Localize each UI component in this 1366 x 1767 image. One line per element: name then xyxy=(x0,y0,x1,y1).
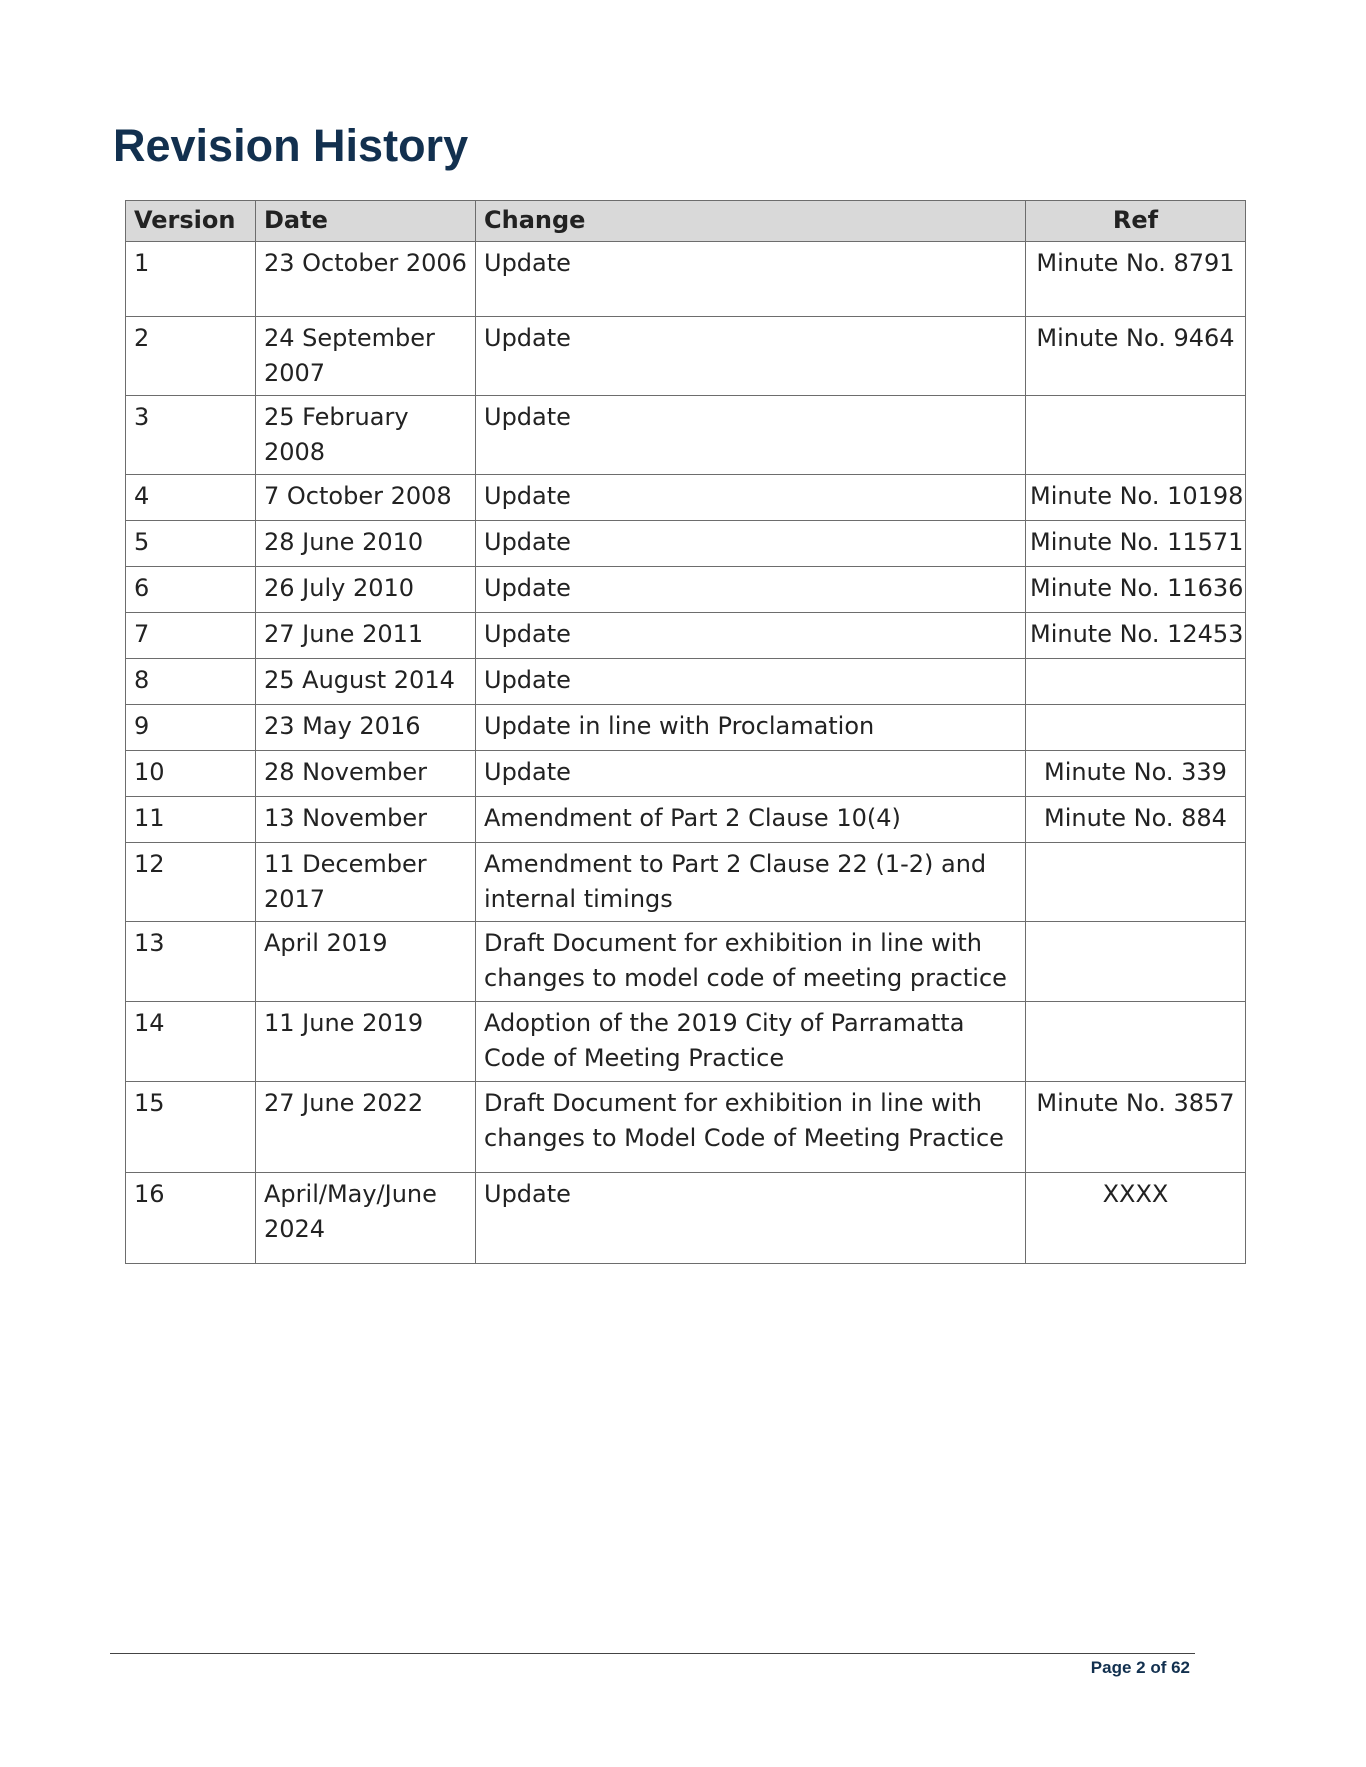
table-row xyxy=(126,521,1246,567)
cell-version: 14 xyxy=(126,1002,256,1082)
cell-ref: Minute No. 339 xyxy=(1026,751,1246,797)
table-row xyxy=(126,922,1246,1002)
table-row xyxy=(126,1173,1246,1264)
cell-date: 7 October 2008 xyxy=(256,475,476,521)
cell-version: 8 xyxy=(126,659,256,705)
cell-date: 24 September 2007 xyxy=(256,317,476,396)
table-row xyxy=(126,1002,1246,1082)
cell-change: Update xyxy=(476,475,1026,521)
cell-version: 9 xyxy=(126,705,256,751)
cell-version: 1 xyxy=(126,242,256,317)
header-ref: Ref xyxy=(1026,201,1246,242)
table-header-row xyxy=(126,201,1246,242)
cell-version: 2 xyxy=(126,317,256,396)
cell-date: 13 November xyxy=(256,797,476,843)
cell-version: 4 xyxy=(126,475,256,521)
table-row xyxy=(126,843,1246,922)
cell-change: Update xyxy=(476,1173,1026,1264)
cell-date: 11 June 2019 xyxy=(256,1002,476,1082)
cell-ref: XXXX xyxy=(1026,1173,1246,1264)
cell-date: 11 December 2017 xyxy=(256,843,476,922)
cell-version: 12 xyxy=(126,843,256,922)
cell-date: 25 February 2008 xyxy=(256,396,476,475)
cell-ref xyxy=(1026,396,1246,475)
page-title: Revision History xyxy=(113,120,469,171)
cell-change: Amendment of Part 2 Clause 10(4) xyxy=(476,797,1026,843)
cell-change: Update xyxy=(476,242,1026,317)
cell-version: 16 xyxy=(126,1173,256,1264)
table-row xyxy=(126,1082,1246,1173)
cell-date: 25 August 2014 xyxy=(256,659,476,705)
page-number: Page 2 of 62 xyxy=(1090,1658,1190,1677)
cell-ref: Minute No. 12453 xyxy=(1026,613,1246,659)
cell-version: 11 xyxy=(126,797,256,843)
header-change: Change xyxy=(476,201,1026,242)
table-row xyxy=(126,396,1246,475)
footer-divider xyxy=(110,1653,1195,1654)
cell-ref: Minute No. 10198 xyxy=(1026,475,1246,521)
cell-version: 15 xyxy=(126,1082,256,1173)
cell-ref: Minute No. 3857 xyxy=(1026,1082,1246,1173)
cell-date: 26 July 2010 xyxy=(256,567,476,613)
cell-change: Amendment to Part 2 Clause 22 (1-2) and internal timings xyxy=(476,843,1026,922)
cell-version: 7 xyxy=(126,613,256,659)
cell-change: Update xyxy=(476,317,1026,396)
table-row xyxy=(126,242,1246,317)
table-row xyxy=(126,317,1246,396)
cell-ref xyxy=(1026,843,1246,922)
cell-version: 3 xyxy=(126,396,256,475)
table-row xyxy=(126,751,1246,797)
cell-version: 5 xyxy=(126,521,256,567)
cell-ref xyxy=(1026,1002,1246,1082)
cell-change: Update xyxy=(476,751,1026,797)
cell-date: 28 November xyxy=(256,751,476,797)
cell-ref: Minute No. 11636 xyxy=(1026,567,1246,613)
cell-ref xyxy=(1026,659,1246,705)
revision-history-table xyxy=(125,200,1246,1264)
cell-change: Update xyxy=(476,567,1026,613)
cell-change: Draft Document for exhibition in line with changes to Model Code of Meeting Practice xyxy=(476,1082,1026,1173)
header-date: Date xyxy=(256,201,476,242)
table-row xyxy=(126,613,1246,659)
cell-version: 13 xyxy=(126,922,256,1002)
cell-ref: Minute No. 8791 xyxy=(1026,242,1246,317)
table-row xyxy=(126,797,1246,843)
cell-ref xyxy=(1026,705,1246,751)
cell-version: 6 xyxy=(126,567,256,613)
cell-date: 23 October 2006 xyxy=(256,242,476,317)
cell-change: Update in line with Proclamation xyxy=(476,705,1026,751)
cell-ref xyxy=(1026,922,1246,1002)
cell-change: Update xyxy=(476,659,1026,705)
cell-date: 23 May 2016 xyxy=(256,705,476,751)
cell-change: Update xyxy=(476,396,1026,475)
table-row xyxy=(126,475,1246,521)
cell-ref: Minute No. 9464 xyxy=(1026,317,1246,396)
header-version: Version xyxy=(126,201,256,242)
cell-date: 27 June 2011 xyxy=(256,613,476,659)
cell-date: April/May/June 2024 xyxy=(256,1173,476,1264)
cell-date: 27 June 2022 xyxy=(256,1082,476,1173)
cell-version: 10 xyxy=(126,751,256,797)
cell-ref: Minute No. 884 xyxy=(1026,797,1246,843)
table-row xyxy=(126,705,1246,751)
cell-date: 28 June 2010 xyxy=(256,521,476,567)
cell-change: Adoption of the 2019 City of Parramatta Code of Meeting Practice xyxy=(476,1002,1026,1082)
cell-ref: Minute No. 11571 xyxy=(1026,521,1246,567)
cell-change: Update xyxy=(476,521,1026,567)
cell-change: Update xyxy=(476,613,1026,659)
cell-change: Draft Document for exhibition in line with changes to model code of meeting practice xyxy=(476,922,1026,1002)
cell-date: April 2019 xyxy=(256,922,476,1002)
table-row xyxy=(126,659,1246,705)
table-row xyxy=(126,567,1246,613)
